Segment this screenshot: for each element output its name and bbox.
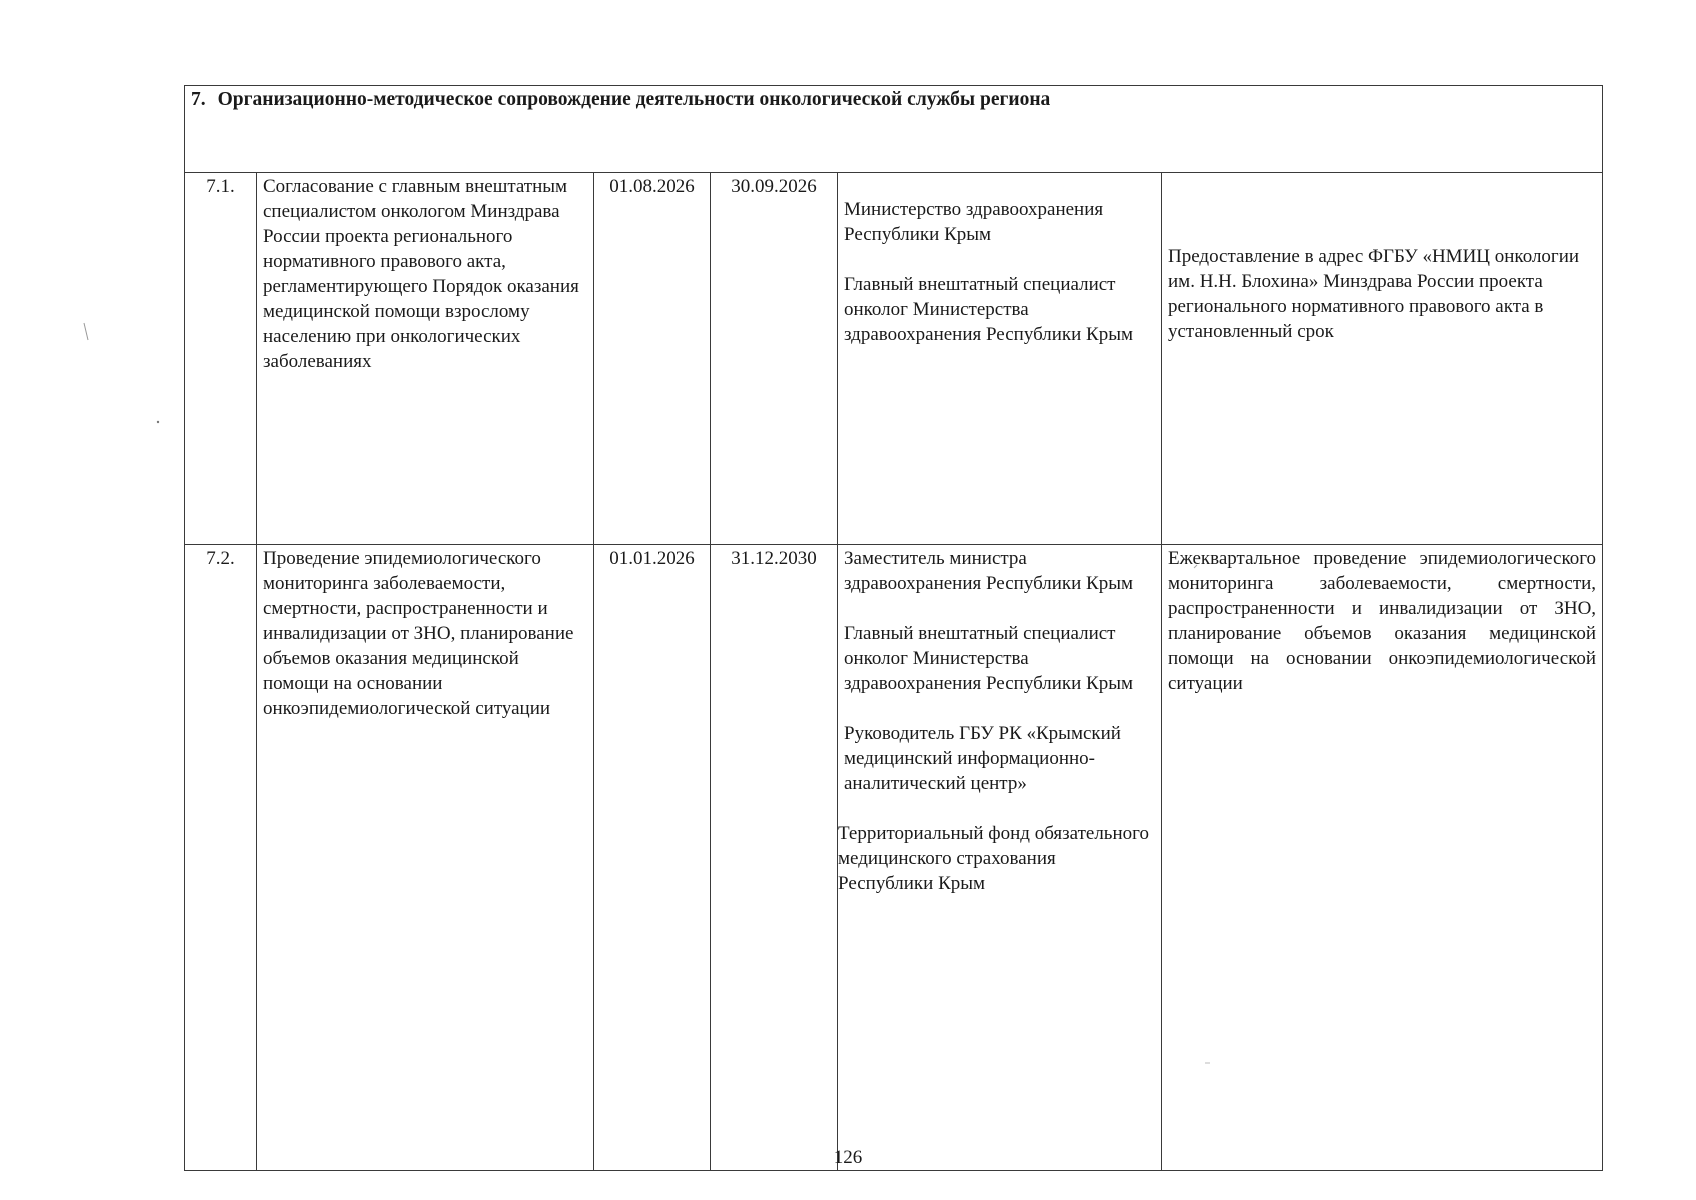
table-row: [185, 545, 1603, 1171]
table-row: [185, 173, 1603, 545]
result-cell: Предоставление в адрес ФГБУ «НМИЦ онкологии им. Н.Н. Блохина» Минздрава России проекта регионального нормативного правового акта в установленный срок: [1162, 173, 1603, 545]
row-number: 7.1.: [185, 173, 257, 545]
plan-table: [184, 85, 1603, 1171]
start-date: 01.08.2026: [594, 173, 711, 545]
end-date: 31.12.2030: [711, 545, 838, 1171]
start-date: 01.01.2026: [594, 545, 711, 1171]
section-number: 7.: [191, 89, 206, 110]
responsible-item: Территориальный фонд обязательного медицинского страхования Республики Крым: [838, 823, 1149, 894]
responsible-item: Руководитель ГБУ РК «Крымский медицинский информационно-аналитический центр»: [844, 723, 1121, 794]
section-title-cell: [185, 86, 1603, 173]
end-date: 30.09.2026: [711, 173, 838, 545]
result-cell: Ежеквартальное проведение эпидемиологического мониторинга заболеваемости, смертности, распространенности и инвалидизации от ЗНО, планирование объемов оказания медицинской помощи на основании онкоэпидемиологической ситуации: [1162, 545, 1603, 1171]
responsible-item: Главный внештатный специалист онколог Министерства здравоохранения Республики Крым: [844, 623, 1134, 694]
measure-cell: Согласование с главным внештатным специалистом онкологом Минздрава России проекта регионального нормативного правового акта, регламентирующего Порядок оказания медицинской помощи взрослому населению при онкологических заболеваниях: [257, 173, 594, 545]
section-header-row: [185, 86, 1603, 173]
row-number: 7.2.: [185, 545, 257, 1171]
section-title: Организационно-методическое сопровождение деятельности онкологической службы региона: [217, 89, 1051, 110]
measure-cell: Проведение эпидемиологического мониторинга заболеваемости, смертности, распространенности и инвалидизации от ЗНО, планирование объемов оказания медицинской помощи на основании онкоэпидемиологической ситуации: [257, 545, 594, 1171]
responsible-item: Министерство здравоохранения Республики Крым: [844, 199, 1104, 245]
responsible-cell: [838, 545, 1162, 1171]
responsible-cell: [838, 173, 1162, 545]
page-number: 126: [833, 1147, 863, 1168]
responsible-item: Главный внештатный специалист онколог Министерства здравоохранения Республики Крым: [844, 274, 1134, 345]
responsible-item: Заместитель министра здравоохранения Республики Крым: [844, 548, 1134, 594]
